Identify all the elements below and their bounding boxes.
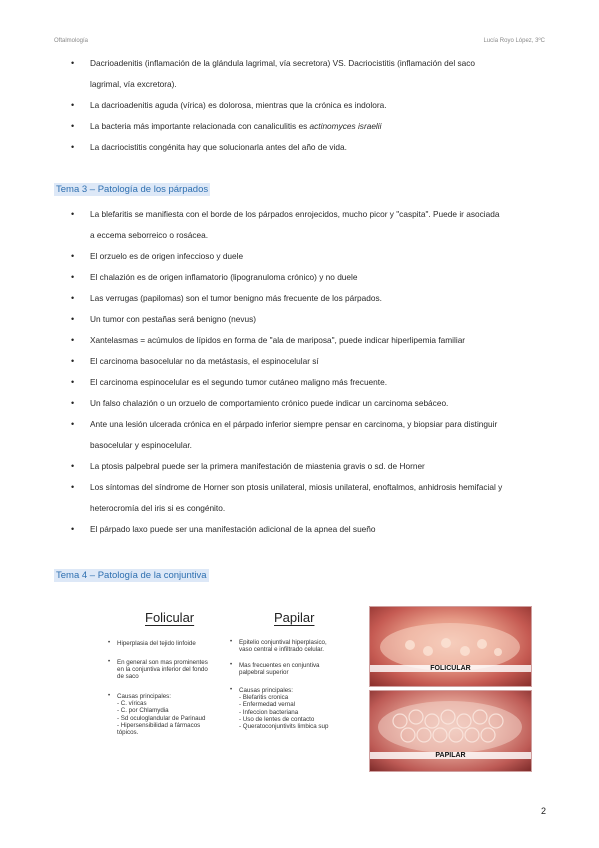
list-item: • Ante una lesión ulcerada crónica en el párpado inferior siempre pensar en carcinoma, y biopsiar para distinguir basocelular y espinocelular.	[0, 414, 599, 456]
list-item: • El chalazión es de origen inflamatorio (lipogranuloma crónico) y no duele	[0, 267, 599, 288]
bullet-list-tema3	[0, 204, 599, 540]
papilar-point-2: • Mas frecuentes en conjuntiva palpebral superior	[230, 662, 320, 677]
list-item: • El carcinoma basocelular no da metástasis, el espinocelular sí	[0, 351, 599, 372]
folicular-title: Folicular	[145, 610, 195, 625]
header-right: Lucía Royo López, 3ºC	[483, 38, 545, 44]
conjunctiva-figure	[107, 602, 531, 774]
folicular-photo-label: FOLICULAR	[370, 665, 531, 672]
papilar-point-3: • Causas principales: - Blefaritis cronica - Enfermedad vernal - Infeccion bacteriana - Uso de lentes de contacto - Queratoconjuntivits limbica sup	[230, 687, 329, 731]
list-item: • El orzuelo es de origen infeccioso y duele	[0, 246, 599, 267]
folicular-point-3: • Causas principales: - C. víricas - C. por Chlamydia - Sd oculoglandular de Parinaud - Hipersensibilidad a fármacos tópicos.	[108, 693, 206, 737]
folicular-photo	[369, 606, 532, 687]
list-item: • El carcinoma espinocelular es el segundo tumor cutáneo maligno más frecuente.	[0, 372, 599, 393]
section-heading-tema3: Tema 3 – Patología de los párpados	[56, 184, 209, 195]
page-number: 2	[540, 806, 546, 816]
list-item: • El párpado laxo puede ser una manifestación adicional de la apnea del sueño	[0, 519, 599, 540]
list-item: • La dacriocistitis congénita hay que solucionarla antes del año de vida.	[0, 137, 599, 158]
list-item: • Xantelasmas = acúmulos de lípidos en forma de "ala de mariposa", puede indicar hiperlipemia familiar	[0, 330, 599, 351]
papilar-photo	[369, 690, 532, 772]
folicular-point-2: • En general son mas prominentes en la conjuntiva inferior del fondo de saco	[108, 659, 208, 681]
papilar-photo-label: PAPILAR	[370, 752, 531, 759]
follicle-texture	[370, 607, 531, 686]
list-item: • Los síntomas del síndrome de Horner son ptosis unilateral, miosis unilateral, enoftalmos, anhidrosis hemifacial y heterocromía del iris si es congénito.	[0, 477, 599, 519]
header-left: Oftalmología	[54, 38, 89, 44]
papilar-point-1: • Epitelio conjuntival hiperplasico, vaso central e infiltrado celular.	[230, 639, 327, 654]
list-item: • La bacteria más importante relacionada con canaliculitis es actinomyces israelii	[0, 116, 599, 137]
folicular-point-1: • Hiperplasia del tejido linfoide	[108, 640, 196, 647]
list-item: • La blefaritis se manifiesta con el borde de los párpados enrojecidos, mucho picor y "caspita". Puede ir asociada a eccema seborreico o rosácea.	[0, 204, 599, 246]
list-item: • La dacrioadenitis aguda (vírica) es dolorosa, mientras que la crónica es indolora.	[0, 95, 599, 116]
italic-term: actinomyces israelii	[309, 121, 382, 131]
section-heading-tema4: Tema 4 – Patología de la conjuntiva	[56, 570, 207, 581]
list-item: • Dacrioadenitis (inflamación de la glándula lagrimal, vía secretora) VS. Dacriocistitis (inflamación del saco lagrimal, vía excretora).	[0, 53, 599, 95]
papilar-title: Papilar	[274, 610, 315, 625]
list-item: • Las verrugas (papilomas) son el tumor benigno más frecuente de los párpados.	[0, 288, 599, 309]
list-item: • Un tumor con pestañas será benigno (nevus)	[0, 309, 599, 330]
list-item: • La ptosis palpebral puede ser la primera manifestación de miastenia gravis o sd. de Horner	[0, 456, 599, 477]
list-item: • Un falso chalazión o un orzuelo de comportamiento crónico puede indicar un carcinoma sebáceo.	[0, 393, 599, 414]
papillae-texture	[370, 691, 531, 771]
bullet-list-tema2	[0, 53, 599, 158]
